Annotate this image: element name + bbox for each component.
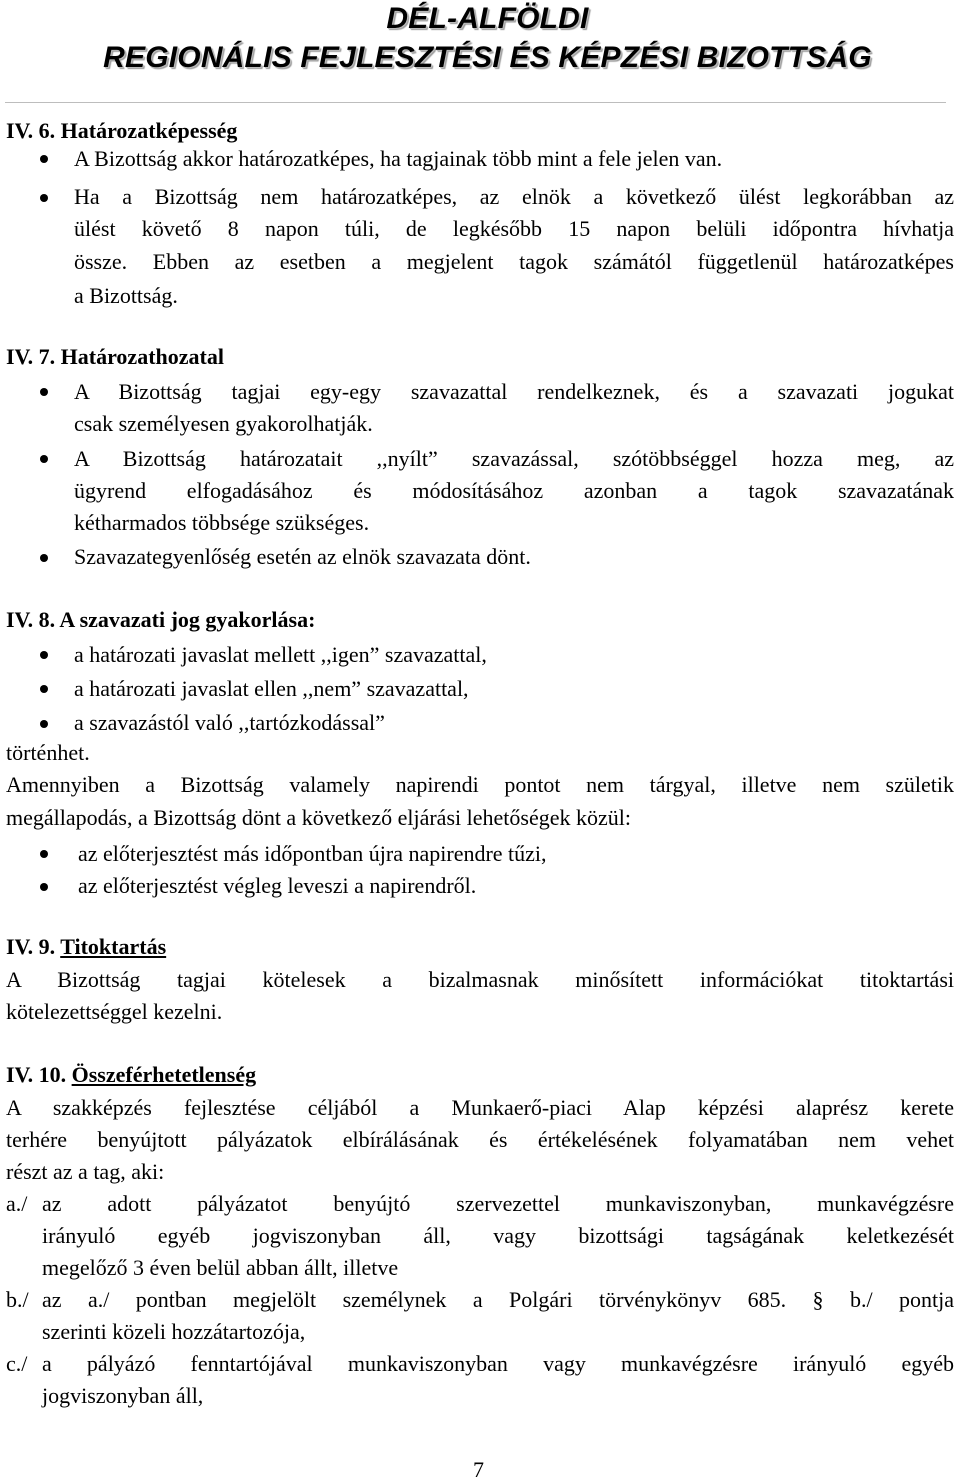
s6-bullet-1: A Bizottság akkor határozatképes, ha tagjainak több mint a fele jelen van. — [74, 146, 723, 171]
s8-bullet-1: a határozati javaslat mellett ,,igen” szavazattal, — [74, 642, 487, 667]
s6-bullet-2-line1: Ha a Bizottság nem határozatképes, az elnök a következő ülést legkorábban az — [74, 184, 954, 209]
item-b-line1: az a./ pontban megjelölt személynek a Polgári törvénykönyv 685. § b./ pontja — [42, 1287, 954, 1312]
bullet — [40, 850, 48, 858]
s8-after-text: történhet. — [6, 740, 90, 765]
s7-bullet-1-line1: A Bizottság tagjai egy-egy szavazattal rendelkeznek, és a szavazati jogukat — [74, 379, 954, 404]
s7-bullet-2-line1: A Bizottság határozatait ,,nyílt” szavazással, szótöbbséggel hozza meg, az — [74, 446, 954, 471]
header-title-line1: DÉL-ALFÖLDI — [386, 2, 589, 35]
s8-bullet-5: az előterjesztést végleg leveszi a napirendről. — [78, 873, 477, 898]
s9-paragraph-line2: kötelezettséggel kezelni. — [6, 999, 223, 1024]
s8-bullet-2: a határozati javaslat ellen ,,nem” szavazattal, — [74, 676, 469, 701]
s10-paragraph-line3: részt az a tag, aki: — [6, 1159, 165, 1184]
item-label-b: b./ — [6, 1287, 29, 1312]
item-label-a: a./ — [6, 1191, 28, 1216]
section-heading-7: IV. 7. Határozathozatal — [6, 344, 224, 369]
section-heading-8: IV. 8. A szavazati jog gyakorlása: — [6, 607, 316, 632]
item-label-c: c./ — [6, 1351, 28, 1376]
s6-bullet-2-line3: össze. Ebben az esetben a megjelent tagok számától függetlenül határozatképes — [74, 249, 954, 274]
s10-paragraph-line2: terhére benyújtott pályázatok elbírálásának és értékelésének folyamatában nem vehet — [6, 1127, 954, 1152]
header-title-line2: REGIONÁLIS FEJLESZTÉSI ÉS KÉPZÉSI BIZOTTSÁG — [103, 41, 872, 74]
s7-bullet-2-line3: kétharmados többsége szükséges. — [74, 510, 370, 535]
s6-bullet-2-line2: ülést követő 8 napon túli, de legkésőbb 15 napon belüli időpontra hívhatja — [74, 216, 954, 241]
section-heading-9: IV. 9. Titoktartás — [6, 934, 167, 959]
bullet — [40, 155, 48, 163]
item-c-line2: jogviszonyban áll, — [42, 1383, 204, 1408]
bullet — [40, 388, 48, 396]
bullet — [40, 194, 48, 202]
bullet — [40, 455, 48, 463]
item-c-line1: a pályázó fenntartójával munkaviszonyban vagy munkavégzésre irányuló egyéb — [42, 1351, 954, 1376]
item-a-line2: irányuló egyéb jogviszonyban áll, vagy bizottsági tagságának keletkezését — [42, 1223, 954, 1248]
s7-bullet-2-line2: ügyrend elfogadásához és módosításához azonban a tagok szavazatának — [74, 478, 954, 503]
bullet — [40, 685, 48, 693]
item-a-line1: az adott pályázatot benyújtó szervezettel munkaviszonyban, munkavégzésre — [42, 1191, 954, 1216]
s8-paragraph-line2: megállapodás, a Bizottság dönt a következő eljárási lehetőségek közül: — [6, 805, 631, 830]
s10-paragraph-line1: A szakképzés fejlesztése céljából a Munkaerő-piaci Alap képzési alaprész kerete — [6, 1095, 954, 1120]
s9-paragraph-line1: A Bizottság tagjai kötelesek a bizalmasnak minősített információkat titoktartási — [6, 967, 954, 992]
s8-bullet-4: az előterjesztést más időpontban újra napirendre tűzi, — [78, 841, 547, 866]
bullet — [40, 554, 48, 562]
s6-bullet-2-line4: a Bizottság. — [74, 283, 178, 308]
page-number: 7 — [473, 1457, 484, 1482]
s7-bullet-3: Szavazategyenlőség esetén az elnök szavazata dönt. — [74, 544, 531, 569]
header-divider — [5, 102, 946, 103]
s7-bullet-1-line2: csak személyesen gyakorolhatják. — [74, 411, 373, 436]
bullet — [40, 720, 48, 728]
bullet — [40, 651, 48, 659]
section-heading-10: IV. 10. Összeférhetetlenség — [6, 1062, 257, 1087]
s8-bullet-3: a szavazástól való ,,tartózkodással” — [74, 710, 385, 735]
s8-paragraph-line1: Amennyiben a Bizottság valamely napirendi pontot nem tárgyal, illetve nem születik — [6, 772, 954, 797]
item-b-line2: szerinti közeli hozzátartozója, — [42, 1319, 306, 1344]
bullet — [40, 883, 48, 891]
section-heading-6: IV. 6. Határozatképesség — [6, 118, 238, 143]
item-a-line3: megelőző 3 éven belül abban állt, illetve — [42, 1255, 399, 1280]
